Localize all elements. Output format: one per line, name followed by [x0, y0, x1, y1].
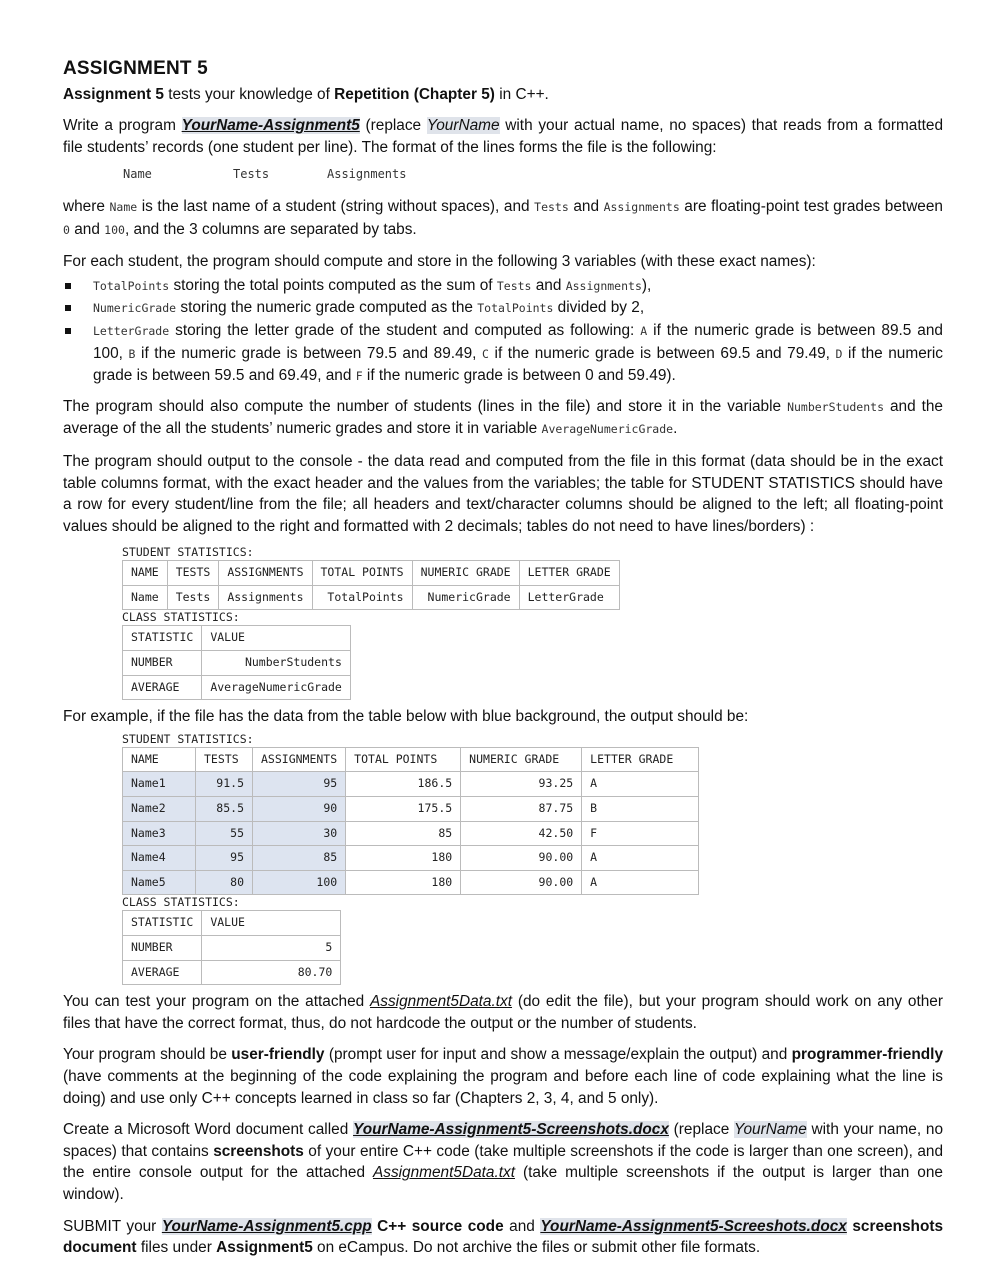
student-stats-label: STUDENT STATISTICS: [122, 545, 254, 560]
p6-a: You can test your program on the attached [63, 993, 371, 1011]
table-cell: NumericGrade [412, 585, 519, 610]
b3-i: D [835, 346, 843, 361]
header-cell: NAME [123, 561, 168, 586]
table-cell: 175.5 [346, 797, 461, 822]
table-header-row [123, 747, 699, 772]
p9-i: on eCampus. Do not archive the files or submit other file formats. [312, 1239, 761, 1257]
yourname-highlight: YourName [426, 117, 500, 135]
b1-a: TotalPoints [93, 278, 170, 293]
file-format-line [123, 164, 943, 186]
table-cell: TotalPoints [312, 585, 412, 610]
table-cell: 95 [253, 772, 346, 797]
table-cell: 85 [346, 821, 461, 846]
screenshots-doc-name: YourName-Assignment5-Screenshots.docx [353, 1121, 669, 1139]
p8-i: (take multiple screenshots if the output is larger than one window). [63, 1164, 943, 1203]
b1-d: and [531, 276, 566, 294]
program-paragraph [63, 115, 943, 158]
header-cell: STATISTIC [123, 626, 202, 651]
p2-h: 0 [63, 222, 70, 237]
table-cell: Name3 [123, 821, 196, 846]
table-cell: 85.5 [196, 797, 253, 822]
b3-h: if the numeric grade is between 69.5 and 79.49, [488, 344, 836, 362]
cpp-file-name: YourName-Assignment5.cpp [161, 1217, 372, 1235]
p4-e: . [673, 420, 678, 438]
student-stats-template-table [122, 560, 620, 610]
table-cell: AverageNumericGrade [202, 675, 351, 700]
header-cell: TESTS [196, 747, 253, 772]
p9-g: files under [136, 1239, 217, 1257]
data-file-link[interactable]: Assignment5Data.txt [372, 1164, 515, 1182]
header-cell: NUMERIC GRADE [412, 561, 519, 586]
p4-b: NumberStudents [787, 399, 884, 414]
b3-b: storing the letter grade of the student and computed as following: [169, 321, 641, 339]
table-cell: A [582, 846, 699, 871]
p4-a: The program should also compute the number of students (lines in the file) and store it in the variable [63, 397, 788, 415]
b3-l: if the numeric grade is between 0 and 59.49). [362, 367, 676, 385]
p9-a: SUBMIT your [63, 1217, 162, 1235]
format-col-name: Name [123, 167, 152, 182]
table-cell: Name4 [123, 846, 196, 871]
table-cell: Name1 [123, 772, 196, 797]
header-cell: ASSIGNMENTS [253, 747, 346, 772]
program-name: YourName-Assignment5 [181, 117, 360, 135]
table-cell: LetterGrade [519, 585, 619, 610]
intro-bold-1: Assignment 5 [63, 85, 164, 103]
p1-text-e: with your actual name, no spaces) that reads from a formatted file students’ records (one student per line). The format of the lines forms the file is the following: [63, 117, 944, 156]
b1-f: ), [641, 276, 652, 294]
header-cell: ASSIGNMENTS [219, 561, 312, 586]
output-paragraph: The program should output to the console - the data read and computed from the file in this format (data should be in the exact table columns format, with the exact header and the values from the variables; the table for STUDENT STATISTICS should have a row for every student/line from the file; all headers and text/character columns should be aligned to the left; all floating-point values should be aligned to the right and formatted with 2 decimals; tables do not need to have lines/borders) : [63, 452, 943, 535]
b3-d: if the numeric grade is between 89.5 and 100, [93, 321, 943, 362]
student-stats-label: STUDENT STATISTICS: [122, 731, 254, 746]
class-stats-label: CLASS STATISTICS: [122, 610, 240, 625]
p2-a: where [63, 197, 110, 215]
data-file-link[interactable]: Assignment5Data.txt [370, 993, 513, 1011]
b1-e: Assignments [565, 278, 642, 293]
p9-h: Assignment5 [216, 1239, 313, 1257]
table-cell: 87.75 [461, 797, 582, 822]
table-row [123, 651, 351, 676]
list-item [63, 320, 943, 388]
table-row [123, 936, 341, 961]
table-row [123, 675, 351, 700]
b3-e: B [128, 346, 136, 361]
variables-paragraph: For each student, the program should compute and store in the following 3 variables (with these exact names): [63, 253, 816, 271]
table-cell: NumberStudents [202, 651, 351, 676]
p2-k: , and the 3 columns are separated by tabs. [124, 220, 417, 238]
p8-f: screenshots [213, 1142, 304, 1160]
b2-d: divided by 2, [553, 299, 645, 317]
table-cell: 85 [253, 846, 346, 871]
submit-paragraph [63, 1216, 943, 1259]
intro-bold-2: Repetition (Chapter 5) [334, 85, 495, 103]
intro-paragraph [63, 84, 943, 106]
p2-b: Name [109, 199, 138, 214]
p7-a: Your program should be [63, 1046, 232, 1064]
table-header-row [123, 561, 620, 586]
b3-g: C [482, 346, 489, 361]
p1-text-a: Write a program [63, 117, 182, 135]
p2-i: and [69, 220, 105, 238]
table-cell: F [582, 821, 699, 846]
header-cell: VALUE [202, 626, 351, 651]
list-item [63, 297, 943, 320]
p8-g: of your entire C++ code (take multiple screenshots if the code is larger than one screen), and the entire console output for the attached [63, 1142, 943, 1182]
p4-c: and the average of the all the students’ numeric grades and store it in variable [63, 397, 943, 438]
table-cell: Tests [167, 585, 219, 610]
assignment-title: ASSIGNMENT 5 [63, 58, 208, 79]
table-row [123, 960, 341, 985]
p9-d: and [503, 1217, 541, 1235]
table-cell: 55 [196, 821, 253, 846]
table-cell: 80 [196, 870, 253, 895]
b2-c: TotalPoints [477, 301, 554, 316]
table-header-row [123, 911, 341, 936]
table-cell: AVERAGE [123, 960, 202, 985]
class-stats-label: CLASS STATISTICS: [122, 895, 240, 910]
intro-text-1: tests your knowledge of [163, 85, 335, 103]
list-item [63, 275, 943, 298]
table-cell: NUMBER [123, 936, 202, 961]
table-row [123, 797, 699, 822]
table-row [123, 585, 620, 610]
header-cell: LETTER GRADE [519, 561, 619, 586]
table-row [123, 846, 699, 871]
example-intro: For example, if the file has the data from the table below with blue background, the output should be: [63, 708, 749, 726]
format-col-assignments: Assignments [327, 167, 407, 182]
b3-j: if the numeric grade is between 59.5 and 69.49, and [93, 344, 943, 385]
p1-text-c: (replace [359, 117, 427, 135]
word-doc-paragraph [63, 1119, 943, 1205]
table-cell: Name2 [123, 797, 196, 822]
table-cell: NUMBER [123, 651, 202, 676]
test-file-paragraph [63, 991, 943, 1034]
p2-g: are floating-point test grades between [679, 197, 943, 215]
table-cell: 90 [253, 797, 346, 822]
p8-e: with your name, no spaces) that contains [63, 1121, 944, 1160]
p9-c: C++ source code [371, 1217, 504, 1235]
p7-c: (prompt user for input and show a message/explain the output) and [324, 1046, 792, 1064]
p7-b: user-friendly [231, 1046, 325, 1064]
table-cell: 91.5 [196, 772, 253, 797]
table-cell: A [582, 772, 699, 797]
p9-f: screenshots document [63, 1217, 944, 1257]
yourname-highlight: YourName [734, 1121, 807, 1139]
header-cell: TOTAL POINTS [346, 747, 461, 772]
count-paragraph [63, 396, 943, 441]
intro-text-2: in C++. [494, 85, 549, 103]
header-cell: TESTS [167, 561, 219, 586]
p2-c: is the last name of a student (string without spaces), and [137, 197, 535, 215]
p2-j: 100 [104, 222, 125, 237]
header-cell: TOTAL POINTS [312, 561, 412, 586]
table-cell: 186.5 [346, 772, 461, 797]
b3-a: LetterGrade [93, 323, 170, 338]
table-cell: 100 [253, 870, 346, 895]
header-cell: NUMERIC GRADE [461, 747, 582, 772]
where-paragraph [63, 196, 943, 241]
template-output [122, 545, 943, 700]
p2-f: Assignments [603, 199, 680, 214]
table-row [123, 821, 699, 846]
class-stats-template-table [122, 625, 351, 700]
header-cell: NAME [123, 747, 196, 772]
b2-a: NumericGrade [93, 301, 177, 316]
table-cell: Name [123, 585, 168, 610]
table-cell: 90.00 [461, 870, 582, 895]
table-cell: Assignments [219, 585, 312, 610]
table-cell: B [582, 797, 699, 822]
table-header-row [123, 626, 351, 651]
header-cell: VALUE [202, 911, 341, 936]
b2-b: storing the numeric grade computed as the [176, 299, 478, 317]
table-cell: Name5 [123, 870, 196, 895]
p8-c: (replace [668, 1121, 735, 1139]
class-stats-example-table [122, 910, 341, 985]
header-cell: LETTER GRADE [582, 747, 699, 772]
b3-k: F [355, 369, 363, 384]
b1-c: Tests [496, 278, 532, 293]
p7-e: (have comments at the beginning of the code explaining the program and before each line of code explaining what the line is doing) and use only C++ concepts learned in class so far (Chapters 2, 3, 4, and 5 only). [63, 1067, 943, 1107]
docx-file-name: YourName-Assignment5-Screeshots.docx [540, 1217, 847, 1235]
table-cell: 80.70 [202, 960, 341, 985]
table-cell: 95 [196, 846, 253, 871]
student-stats-example-table [122, 747, 699, 896]
p7-d: programmer-friendly [791, 1046, 943, 1064]
example-output [122, 732, 943, 985]
p8-a: Create a Microsoft Word document called [63, 1121, 354, 1139]
b3-c: A [640, 323, 648, 338]
friendly-paragraph [63, 1044, 943, 1109]
table-cell: 5 [202, 936, 341, 961]
p4-d: AverageNumericGrade [541, 422, 674, 437]
variables-list [63, 275, 943, 388]
b3-f: if the numeric grade is between 79.5 and 89.49, [135, 344, 483, 362]
table-cell: 30 [253, 821, 346, 846]
b1-b: storing the total points computed as the sum of [169, 276, 497, 294]
format-col-tests: Tests [233, 167, 270, 182]
p6-c: (do edit the file), but your program should work on any other files that have the correct format, thus, do not hardcode the output or the number of students. [63, 993, 943, 1032]
p2-e: and [568, 197, 604, 215]
table-cell: A [582, 870, 699, 895]
document-content [63, 58, 943, 1269]
header-cell: STATISTIC [123, 911, 202, 936]
table-cell: 180 [346, 846, 461, 871]
table-cell: AVERAGE [123, 675, 202, 700]
table-row [123, 870, 699, 895]
table-cell: 180 [346, 870, 461, 895]
table-cell: 42.50 [461, 821, 582, 846]
table-row [123, 772, 699, 797]
table-cell: 93.25 [461, 772, 582, 797]
p2-d: Tests [534, 199, 569, 214]
table-cell: 90.00 [461, 846, 582, 871]
